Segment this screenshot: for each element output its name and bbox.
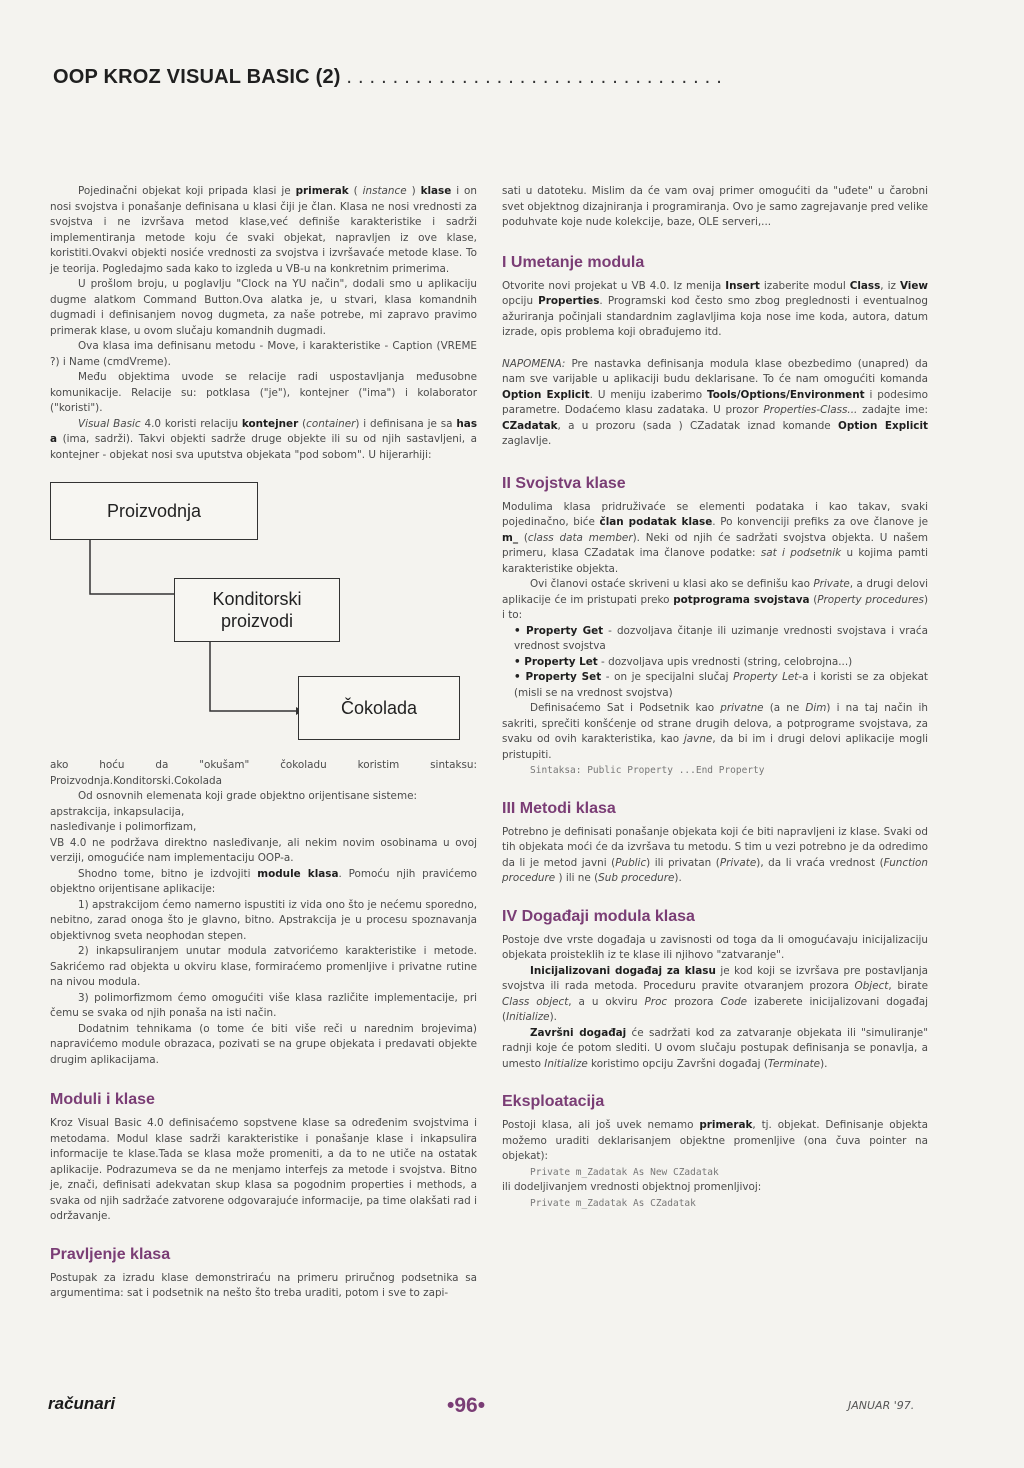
box-cokolada: Čokolada	[298, 676, 460, 740]
box-proizvodnja: Proizvodnja	[50, 482, 258, 540]
left-paragraph-7: Od osnovnih elemenata koji grade objektno orijentisane sisteme:	[78, 790, 417, 802]
section-umetanje-modula: I Umetanje modula	[502, 253, 645, 271]
section-svojstva-klase: II Svojstva klase	[502, 474, 626, 492]
right-paragraph-3: NAPOMENA: Pre nastavka definisanja modula klase obezbedimo (unapred) da nam sve varijable u aplikaciji budu deklarisane. To će nam omogućiti komanda Option Explicit. U meniju izaberimo Tools/Options/Environment i podesimo parametre. Dodaćemo klasu zadataka. U prozor Properties-Class... zadajte ime: CZadatak, a u prozoru (sada ) CZadatak iznad komande Option Explicit zaglavlje.	[502, 357, 928, 447]
left-list-3: VB 4.0 ne podržava direktno nasleđivanje, ali nekim novim osobinama u ovoj verziji, omogućiće nam implementaciju OOP-a.	[50, 836, 477, 864]
section-metodi-klasa: III Metodi klasa	[502, 799, 616, 817]
page-number: •96•	[447, 1394, 486, 1417]
section-eksploatacija: Eksploatacija	[502, 1093, 605, 1110]
right-paragraph-4: Modulima klasa pridruživaće se elementi podataka i kao takav, svaki pojedinačno, biće član podatak klase. Po konvenciji prefiks za ove članove je m_ (class data member). Neki od njih će sadržati svojstva objekta. U našem primeru, klasa CZadatak ima članove podatke: sat i podsetnik u kojima pamti karakteristike objekta.	[502, 500, 928, 575]
section-dogadjaji-modula: IV Događaji modula klasa	[502, 907, 695, 925]
code-sintaksa: Sintaksa: Public Property ...End Property	[530, 765, 765, 776]
left-paragraph-1: Pojedinačni objekat koji pripada klasi je primerak ( instance ) klase i on nosi svojstva i ponašanje definisana u klasi čiji je član. Klasa ne nosi vrednosti za svojstva i ne izvršava metod klase,već definiše karakteristike i sadrži implementiranja metode koju će svaki objekat, napravljen iz ove klase, koristiti.Ovakvi objekti nosiće vrednosti za svojstva i izvršavaće metode klase. To je teorija. Pogledajmo sada kako to izgleda u VB-u na konkretnim primerima.	[50, 185, 477, 275]
list-item-property-get: • Property Get - dozvoljava čitanje ili uzimanje vrednosti svojstava i vraća vrednost svojstva	[502, 624, 928, 655]
left-paragraph-3: Ova klasa ima definisanu metodu - Move, i karakteristike - Caption (VREME ?) i Name (cmdVreme).	[50, 340, 477, 368]
magazine-name: računari	[48, 1394, 116, 1413]
right-paragraph-8: Postoje dve vrste događaja u zavisnosti od toga da li omogućavaju inicijalizaciju objekata proisteklih iz te klase ili njihovo "zatvaranje".	[502, 933, 928, 961]
right-column	[502, 184, 928, 1211]
box-konditorski-proizvodi: Konditorski proizvodi	[174, 578, 340, 642]
left-list-2: nasleđivanje i polimorfizam,	[50, 821, 197, 833]
right-paragraph-5: Ovi članovi ostaće skriveni u klasi ako se definišu kao Private, a drugi delovi aplikacije će im pristupati preko potprograma svojstava (Property procedures) i to:	[502, 578, 928, 621]
right-paragraph-11: Postoji klasa, ali još uvek nemamo primerak, tj. objekat. Definisanje objekta možemo uraditi deklarisanjem objektne promenljive (ona čuva pointer na objekat):	[502, 1119, 928, 1162]
page-header	[53, 66, 728, 89]
left-paragraph-2: U prošlom broju, u poglavlju "Clock na YU način", dodali smo u aplikaciju dugme alatkom Command Button.Ova alatka je, u stvari, klasa komandnih dugmadi i definisanjem novog dugmeta, za naše potrebe, mi zapravo pravimo primerak klase, u ovom slučaju komandnih dugmadi.	[50, 278, 477, 337]
right-paragraph-9: Inicijalizovani događaj za klasu je kod koji se izvršava pre postavljanja svojstva ili rada metoda. Proceduru pravite otvaranjem prozora Object, birate Class object, a u okviru Proc prozora Code izaberete inicijalizovani događaj (Initialize).	[502, 964, 928, 1023]
right-paragraph-10: Završni događaj će sadržati kod za zatvaranje objekata ili "simuliranje" radnji koje će potom slediti. U ovom slučaju postupak definisanja se ponavlja, a umesto Initialize koristimo opciju Završni događaj (Terminate).	[502, 1026, 928, 1070]
property-procedures-list	[502, 624, 928, 702]
left-paragraph-12: Dodatnim tehnikama (o tome će biti više reči u narednim brojevima) napravićemo module obrazaca, pozivati se na grupe objekata i predavati objekte drugim aplikacijama.	[50, 1022, 477, 1066]
left-paragraph-13: Kroz Visual Basic 4.0 definisaćemo sopstvene klase sa određenim svojstvima i metodama. Modul klase sadrži karakteristike i ponašanje klase i inkapsulira informacije te klase.Tada se klasa može promeniti, a da to ne utiče na ostatak aplikacije. Podrazumeva se da ne menjamo interfejs za metode i svojstva. Bitno je, znači, definisati adekvatan skup klasa sa pogodnim properties i methods, a svaka od njih sadržaće zatvorene odgovarajuće informacije, pa time olakšati rad i održavanje.	[50, 1117, 477, 1222]
left-paragraph-8: Shodno tome, bitno je izdvojiti module klasa. Pomoću njih pravićemo objektno orijentisane aplikacije:	[50, 867, 477, 895]
list-item-property-let: • Property Let - dozvoljava upis vrednosti (string, celobrojna...)	[502, 655, 928, 671]
header-title: OOP KROZ VISUAL BASIC (2)	[53, 66, 341, 88]
code-new-zadatak: Private m_Zadatak As New CZadatak	[530, 1166, 719, 1178]
hierarchy-diagram	[50, 482, 418, 742]
section-pravljenje-klasa: Pravljenje klasa	[50, 1245, 171, 1263]
left-list-1: apstrakcija, inkapsulacija,	[50, 805, 185, 818]
right-paragraph-1: sati u datoteku. Mislim da će vam ovaj primer omogućiti da "uđete" u čarobni svet objektnog dizajniranja i programiranja. Ovo je samo zagrejavanje pred velike poduhvate koje nude kolekcije, baze, OLE serveri,...	[502, 185, 928, 228]
list-item-property-set: • Property Set - on je specijalni slučaj Property Let-a i koristi se za objekat (misli se na vrednost svojstva)	[502, 670, 928, 701]
left-paragraph-4: Među objektima uvode se relacije radi uspostavljanja međusobne komunikacije. Relacije su: potklasa ("je"), kontejner ("ima") i kolaborator ("koristi").	[50, 371, 477, 414]
right-paragraph-7: Potrebno je definisati ponašanje objekata koji će biti napravljeni iz klase. Svaki od tih objekata moći će da izvršava tu metodu. S tim u vezi potrebno je da odredimo da li je metod javni (Public) ili privatan (Private), da li vraća vrednost (Function procedure ) ili ne (Sub procedure).	[502, 825, 928, 884]
right-paragraph-2: Otvorite novi projekat u VB 4.0. Iz menija Insert izaberite modul Class, iz View opciju Properties. Programski kod često smo zbog preglednosti i eventualnog ažuriranja počinjali standardnim zaglavljima koja nose ime koda, autora, datum izrade, opis problema koji obrađujemo itd.	[502, 279, 929, 338]
header-dots: .................................	[346, 66, 728, 88]
right-paragraph-6: Definisaćemo Sat i Podsetnik kao privatne (a ne Dim) i na taj način ih sakriti, sprečiti konšćenje od strane drugih delova, a potprograme svojstava, za svaku od ovih karakteristika, kao javne, da bi im i drugi delovi aplikacije mogli pristupiti.	[502, 702, 928, 761]
left-paragraph-9: 1) apstrakcijom ćemo namerno ispustiti iz vida ono što je nećemu sporedno, nebitno, zarad onoga što je glavno, bitno. Apstrakcija je u procesu spoznavanja objektivnog sveta neophodan stepen.	[50, 898, 477, 942]
issue-date: JANUAR '97.	[848, 1399, 915, 1412]
code-zadatak: Private m_Zadatak As CZadatak	[530, 1197, 696, 1209]
right-paragraph-12: ili dodeljivanjem vrednosti objektnoj promenljivoj:	[502, 1181, 762, 1193]
left-paragraph-6: ako hoću da "okušam" čokoladu koristim sintaksu: Proizvodnja.Konditorski.Cokolada	[50, 759, 477, 787]
left-paragraph-5: Visual Basic 4.0 koristi relaciju kontejner (container) i definisana je sa has a (ima, sadrži). Takvi objekti sadrže druge objekte ili su od njih sastavljeni, a kontejner - objekat nosi sva uputstva objekata "pod sobom". U hijerarhiji:	[50, 417, 477, 461]
left-paragraph-14: Postupak za izradu klase demonstriraću na primeru priručnog podsetnika sa argumentima: sat i podsetnik na nešto što treba uraditi, potom i sve to zapi-	[50, 1271, 477, 1299]
left-paragraph-10: 2) inkapsuliranjem unutar modula zatvorićemo karakteristike i metode. Sakrićemo rad objekta u okviru klase, formiraćemo promenljive i privatne rutine na nivou modula.	[50, 945, 477, 988]
left-paragraph-11: 3) polimorfizmom ćemo omogućiti više klasa različite implementacije, pri čemu se svaka od njih ponaša na isti način.	[50, 991, 477, 1019]
left-column-top	[50, 184, 477, 463]
section-moduli-i-klase: Moduli i klase	[50, 1091, 155, 1108]
left-column-bottom	[50, 758, 477, 1302]
